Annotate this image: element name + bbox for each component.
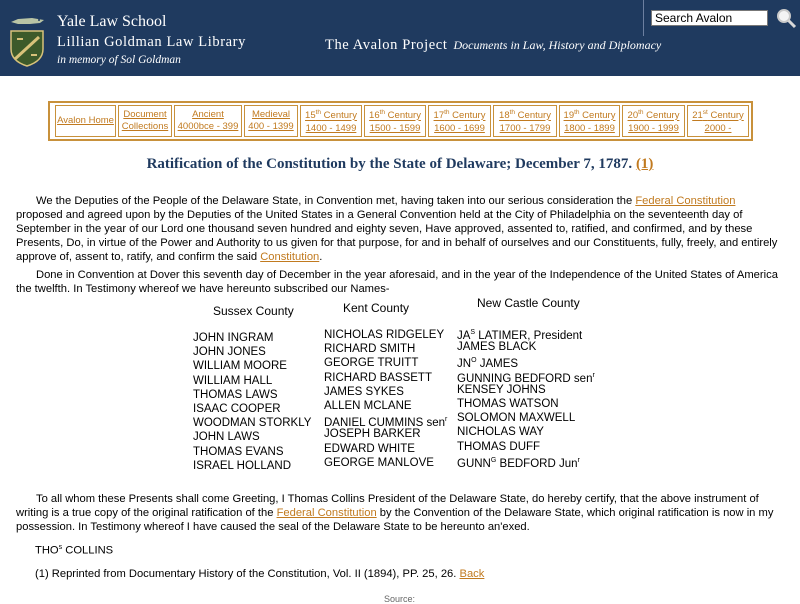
signer-name bbox=[324, 427, 447, 441]
source-label: Source: bbox=[384, 594, 416, 604]
signer-name: THOMAS EVANS bbox=[193, 445, 284, 458]
nav-century-word: Century bbox=[385, 110, 421, 122]
nav-link-line2: 2000 - bbox=[704, 122, 732, 134]
footnote-text: (1) Reprinted from Documentary History of the Constitution, Vol. II (1894), PP. 25, 26. bbox=[35, 568, 457, 580]
nav-link-line1: Document bbox=[123, 109, 167, 120]
new-castle-signers bbox=[457, 326, 595, 468]
signer-name bbox=[457, 369, 595, 383]
memorial-line: in memory of Sol Goldman bbox=[57, 54, 181, 66]
signer-name bbox=[457, 411, 595, 425]
nav-century-word: Century bbox=[643, 110, 680, 122]
project-name[interactable]: The Avalon Project bbox=[325, 37, 448, 53]
nav-link-3[interactable] bbox=[244, 105, 298, 137]
para1-text-c: . bbox=[319, 251, 323, 263]
nav-link-5[interactable] bbox=[364, 105, 426, 137]
signer-text: DANIEL CUMMINS sen bbox=[324, 416, 445, 429]
signer-name bbox=[324, 328, 447, 342]
signer-text: JOSEPH BARKER bbox=[324, 428, 421, 441]
nav-ordinal: th bbox=[574, 109, 580, 117]
signer-text: JAMES SYKES bbox=[324, 385, 404, 398]
nav-link-8[interactable] bbox=[559, 105, 620, 137]
convention-paragraph bbox=[16, 268, 784, 296]
footnote bbox=[35, 568, 484, 580]
nav-link-7[interactable] bbox=[493, 105, 557, 137]
signer-text: SOLOMON MAXWELL bbox=[457, 412, 576, 425]
signer-text-after: JAMES bbox=[476, 358, 519, 371]
para1-text-b: proposed and agreed upon by the Deputies of the United States in a General Convention held at the City of Philadelphia on the seventeenth day of September in the year of our Lord one thousand seven hundred and eighty seven, Have approved, assented to, ratified, and confirmed, and by these Presents, Do, in virtue of the Power and Authority to us given for that purpose, for and in behalf of ourselves and our Constituents, fully, freely, and entirely approve of, assent to, ratify, and confirm the said bbox=[16, 209, 778, 263]
signer-text-after: BEDFORD Jun bbox=[496, 457, 578, 470]
project-title[interactable] bbox=[325, 37, 661, 54]
signer-name bbox=[457, 383, 595, 397]
back-link[interactable]: Back bbox=[459, 568, 485, 580]
nav-century-number: 16 bbox=[369, 110, 380, 122]
nav-link-line2: 1500 - 1599 bbox=[369, 122, 421, 134]
signer-text: JN bbox=[457, 358, 472, 371]
nav-link-line2: 1700 - 1799 bbox=[499, 122, 551, 134]
para3-text-a: To all whom these Presents shall come Greeting, I Thomas Collins President of the Delaware State, do hereby certify, that the above instrument of writing is a true copy of the original ratification of the bbox=[16, 493, 759, 519]
title-text: Ratification of the Constitution by the State of Delaware; December 7, 1787. bbox=[146, 156, 633, 172]
signer-name bbox=[457, 326, 595, 340]
nav-link-line2: Collections bbox=[121, 121, 169, 132]
nav-link-line2: 1900 - 1999 bbox=[628, 122, 679, 134]
kent-county-heading: Kent County bbox=[343, 301, 410, 315]
nav-link-10[interactable] bbox=[687, 105, 749, 137]
signer-superscript: O bbox=[471, 357, 477, 365]
signer-text: ALLEN MCLANE bbox=[324, 399, 412, 412]
search-icon[interactable] bbox=[775, 7, 797, 29]
signer-name: WILLIAM HALL bbox=[193, 374, 273, 387]
signer-name: WOODMAN STORKLY bbox=[193, 417, 312, 430]
page-title bbox=[0, 156, 800, 173]
signer-text: EDWARD WHITE bbox=[324, 442, 415, 455]
nav-link-line1: Avalon Home bbox=[57, 115, 114, 126]
signer-name bbox=[324, 399, 447, 413]
site-header bbox=[0, 0, 800, 76]
signer-name: JOHN LAWS bbox=[193, 431, 260, 444]
signer-text: GUNNING BEDFORD sen bbox=[457, 372, 593, 385]
signer-text: GEORGE TRUITT bbox=[324, 357, 419, 370]
nav-century-number: 19 bbox=[563, 110, 575, 122]
para1-text-a: We the Deputies of the People of the Delaware State, in Convention met, having taken into our serious consideration the bbox=[36, 195, 633, 207]
project-tagline: Documents in Law, History and Diplomacy bbox=[453, 38, 662, 52]
nav-link-line1 bbox=[623, 107, 684, 122]
nav-link-9[interactable] bbox=[622, 105, 685, 137]
nav-century-word: Century bbox=[449, 110, 486, 122]
nav-ordinal: th bbox=[638, 109, 644, 117]
para2-text: Done in Convention at Dover this seventh day of December in the year aforesaid, and in the year of the Independence of the United States of America the twelfth. In Testimony whereof we have hereunto subscribed our Names- bbox=[16, 269, 778, 295]
search-input[interactable]: Search Avalon bbox=[651, 10, 768, 26]
signer-name bbox=[324, 371, 447, 385]
signer-b: COLLINS bbox=[62, 544, 114, 557]
signer-name bbox=[324, 385, 447, 399]
title-footnote-link[interactable]: (1) bbox=[635, 156, 654, 172]
signer-name bbox=[457, 397, 595, 411]
nav-ordinal: th bbox=[315, 109, 322, 117]
kent-signers bbox=[324, 328, 447, 470]
nav-ordinal: th bbox=[444, 109, 450, 117]
signer-text: JA bbox=[457, 329, 471, 342]
constitution-link[interactable]: Constitution bbox=[260, 251, 320, 263]
nav-ordinal: st bbox=[702, 109, 708, 117]
federal-constitution-link-2[interactable]: Federal Constitution bbox=[276, 507, 377, 519]
nav-century-word: Century bbox=[579, 110, 616, 122]
signer-name: WILLIAM MOORE bbox=[193, 360, 287, 373]
signer-superscript: S bbox=[470, 329, 476, 336]
nav-link-line2: 1800 - 1899 bbox=[564, 122, 615, 134]
signer-name bbox=[457, 454, 595, 468]
signer-superscript: G bbox=[490, 456, 497, 464]
signer-text: NICHOLAS RIDGELEY bbox=[324, 329, 445, 341]
signer-text: THOMAS DUFF bbox=[457, 440, 541, 453]
nav-link-line1 bbox=[429, 107, 490, 122]
nav-link-0[interactable] bbox=[55, 105, 116, 137]
yale-shield-icon bbox=[9, 29, 45, 67]
signer-superscript: r bbox=[592, 371, 595, 379]
sussex-signers bbox=[193, 331, 311, 473]
signer-name bbox=[457, 425, 595, 439]
signer-superscript: r bbox=[445, 416, 448, 424]
signer-name bbox=[324, 456, 447, 470]
signer-text: GEORGE MANLOVE bbox=[324, 456, 434, 469]
sussex-county-heading: Sussex County bbox=[213, 304, 294, 318]
signer-name bbox=[35, 544, 113, 557]
nav-link-4[interactable] bbox=[300, 105, 362, 137]
certification-paragraph bbox=[16, 492, 784, 534]
nav-link-line1 bbox=[301, 107, 361, 122]
nav-century-number: 20 bbox=[627, 110, 639, 122]
federal-constitution-link[interactable]: Federal Constitution bbox=[635, 195, 736, 207]
signer-name bbox=[324, 356, 447, 370]
school-name[interactable]: Yale Law School bbox=[57, 13, 167, 30]
signer-name bbox=[324, 413, 447, 427]
signer-a: THO bbox=[35, 544, 59, 557]
new-castle-county-heading: New Castle County bbox=[477, 296, 580, 310]
nav-ordinal: th bbox=[509, 109, 516, 117]
nav-century-number: 17 bbox=[433, 110, 445, 122]
signer-text: NICHOLAS WAY bbox=[457, 426, 544, 439]
nav-link-6[interactable] bbox=[428, 105, 491, 137]
signer-name bbox=[457, 354, 595, 371]
nav-ordinal: th bbox=[379, 109, 386, 117]
signer-name bbox=[457, 440, 595, 454]
nav-link-line2: 4000bce - 399 bbox=[177, 121, 239, 132]
nav-link-line1 bbox=[560, 107, 619, 122]
nav-link-line1: Ancient bbox=[192, 109, 224, 120]
para3-text-b: by the Convention of the Delaware State, which original ratification is now in my possession. In Testimony whereof I have caused the seal of the Delaware State to be hereunto an'exed. bbox=[16, 507, 774, 533]
signer-sup: s bbox=[58, 544, 63, 551]
signer-text: RICHARD BASSETT bbox=[324, 371, 432, 384]
signer-name: ISRAEL HOLLAND bbox=[193, 459, 291, 472]
nav-century-word: Century bbox=[321, 110, 357, 122]
signer-name bbox=[457, 340, 595, 354]
nav-link-line1 bbox=[494, 107, 556, 122]
header-divider bbox=[643, 0, 644, 36]
signer-superscript: r bbox=[577, 456, 580, 464]
century-navigation bbox=[48, 101, 753, 141]
signer-name bbox=[324, 342, 447, 356]
nav-century-number: 18 bbox=[499, 110, 510, 122]
nav-century-number: 15 bbox=[305, 110, 316, 122]
nav-link-1[interactable] bbox=[118, 105, 172, 137]
signer-name: JOHN JONES bbox=[193, 346, 266, 359]
nav-century-number: 21 bbox=[692, 110, 703, 122]
nav-link-line2: 400 - 1399 bbox=[248, 121, 294, 132]
signer-name bbox=[324, 442, 447, 456]
ratification-paragraph bbox=[16, 194, 784, 264]
signer-name: THOMAS LAWS bbox=[193, 388, 278, 401]
signer-text: JAMES BLACK bbox=[457, 341, 537, 354]
signer-name: ISAAC COOPER bbox=[193, 402, 281, 415]
signer-text: GUNN bbox=[457, 457, 491, 470]
bulldog-logo-icon bbox=[10, 15, 46, 27]
nav-link-line1: Medieval bbox=[251, 109, 291, 120]
signer-text: KENSEY JOHNS bbox=[457, 383, 546, 396]
nav-link-2[interactable] bbox=[174, 105, 242, 137]
library-name[interactable]: Lillian Goldman Law Library bbox=[57, 34, 246, 50]
signer-text-after: LATIMER, President bbox=[475, 329, 583, 342]
nav-link-line2: 1600 - 1699 bbox=[434, 122, 485, 134]
signer-text: RICHARD SMITH bbox=[324, 343, 416, 356]
signer-name: JOHN INGRAM bbox=[193, 332, 274, 344]
nav-century-word: Century bbox=[515, 110, 551, 122]
signer-text: THOMAS WATSON bbox=[457, 397, 559, 410]
nav-link-line2: 1400 - 1499 bbox=[305, 122, 357, 134]
nav-link-line1 bbox=[688, 107, 748, 122]
nav-link-line1 bbox=[365, 107, 425, 122]
nav-century-word: Century bbox=[707, 110, 744, 122]
